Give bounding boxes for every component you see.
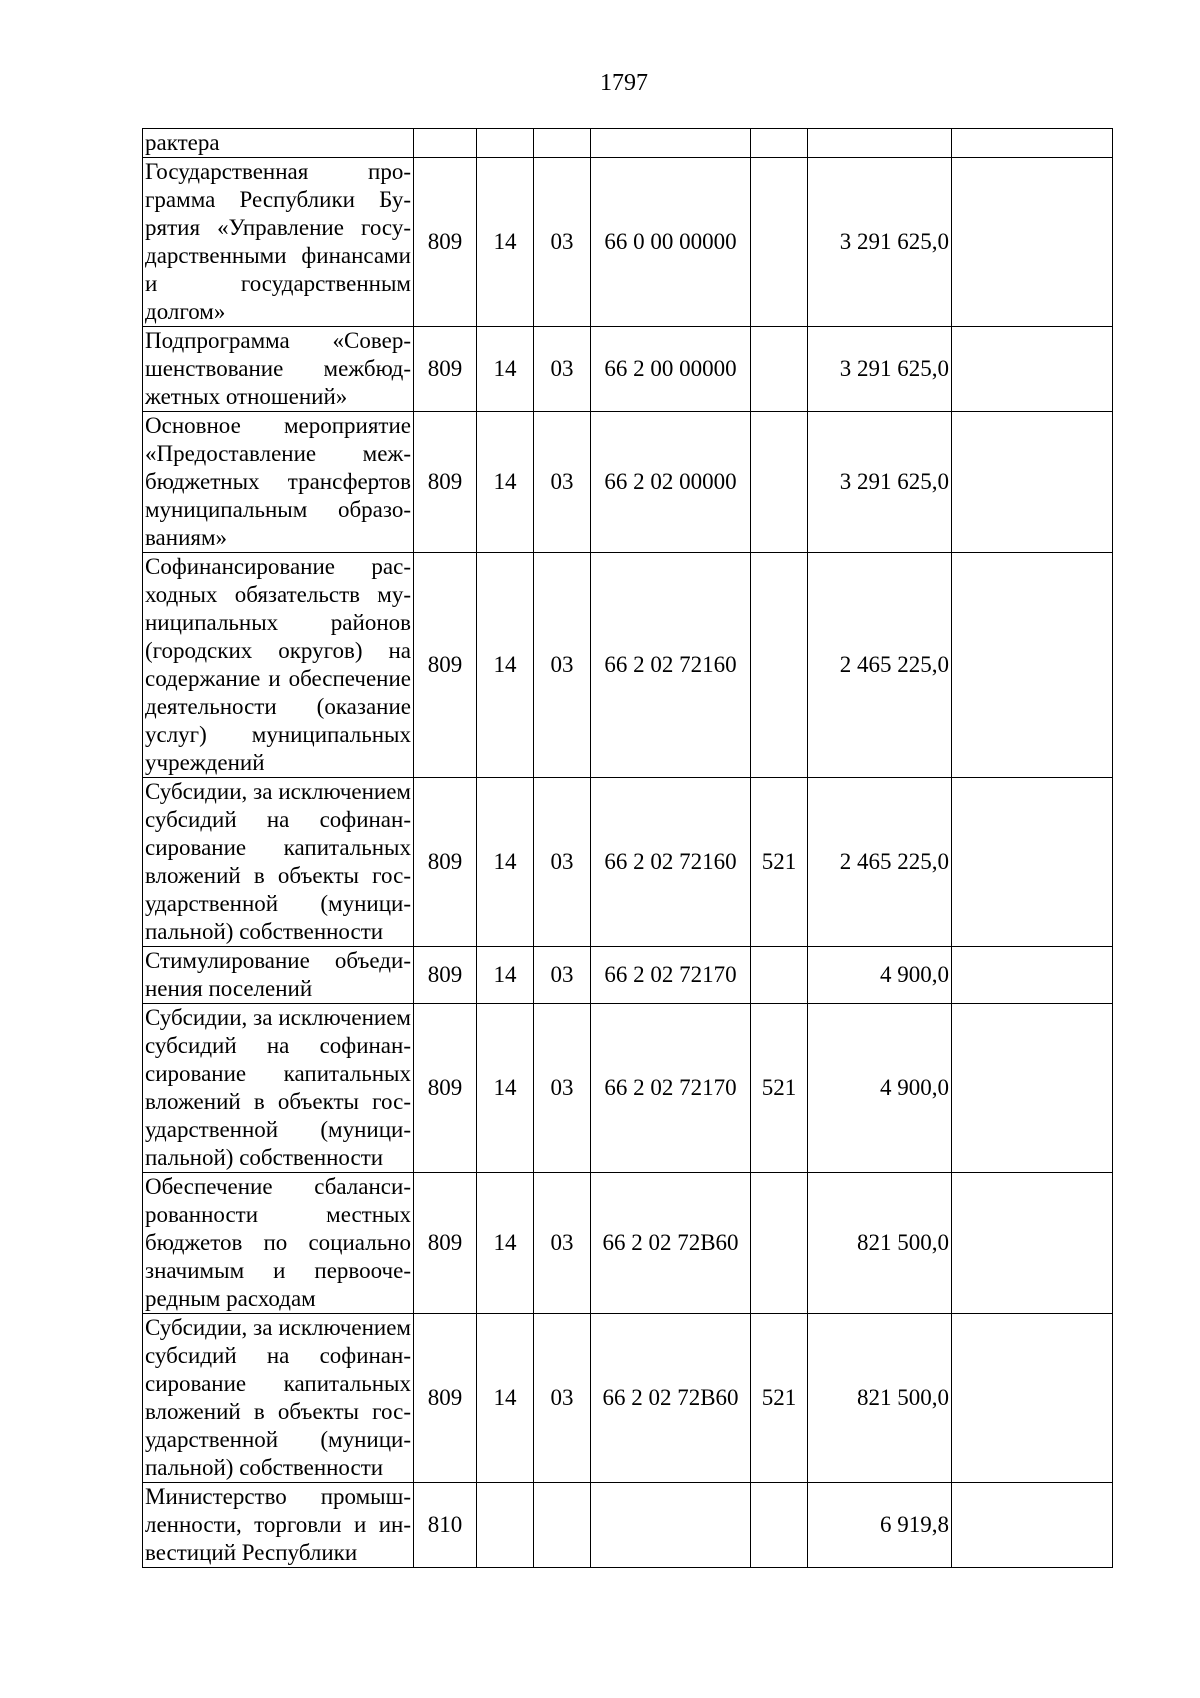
cell-pr: 03 <box>534 553 591 778</box>
cell-gr <box>414 129 477 158</box>
table-row <box>143 947 1113 1004</box>
cell-extra <box>952 158 1113 327</box>
cell-name: Субсидии, за исключением субсидий на софинансирование капитальных вложений в объекты государственной (муниципальной) собственности <box>143 1004 414 1173</box>
cell-csr: 66 2 00 00000 <box>591 327 751 412</box>
table-row <box>143 158 1113 327</box>
cell-csr <box>591 129 751 158</box>
cell-csr: 66 2 02 72170 <box>591 947 751 1004</box>
cell-vr <box>751 553 808 778</box>
table-row <box>143 1004 1113 1173</box>
cell-name: Основное мероприятие «Предоставление межбюджетных трансфертов муниципальным образованиям» <box>143 412 414 553</box>
cell-pr: 03 <box>534 1314 591 1483</box>
cell-name: рактера <box>143 129 414 158</box>
cell-name: Субсидии, за исключением субсидий на софинансирование капитальных вложений в объекты государственной (муниципальной) собственности <box>143 778 414 947</box>
cell-pr: 03 <box>534 158 591 327</box>
table-row <box>143 412 1113 553</box>
cell-csr: 66 2 02 72160 <box>591 778 751 947</box>
cell-rz <box>477 129 534 158</box>
cell-csr: 66 2 02 00000 <box>591 412 751 553</box>
cell-gr: 809 <box>414 1173 477 1314</box>
cell-name: Субсидии, за исключением субсидий на софинансирование капитальных вложений в объекты государственной (муниципальной) собственности <box>143 1314 414 1483</box>
cell-sum <box>808 129 952 158</box>
cell-extra <box>952 412 1113 553</box>
cell-extra <box>952 129 1113 158</box>
cell-pr: 03 <box>534 1004 591 1173</box>
cell-rz: 14 <box>477 1173 534 1314</box>
cell-rz: 14 <box>477 778 534 947</box>
cell-sum: 4 900,0 <box>808 1004 952 1173</box>
cell-csr <box>591 1483 751 1568</box>
cell-sum: 2 465 225,0 <box>808 553 952 778</box>
cell-gr: 810 <box>414 1483 477 1568</box>
cell-vr <box>751 1173 808 1314</box>
cell-vr <box>751 158 808 327</box>
cell-rz: 14 <box>477 947 534 1004</box>
cell-csr: 66 0 00 00000 <box>591 158 751 327</box>
page-number: 1797 <box>600 70 648 96</box>
cell-name: Подпрограмма «Совершенствование межбюджетных отношений» <box>143 327 414 412</box>
cell-gr: 809 <box>414 553 477 778</box>
cell-name: Министерство промышленности, торговли и инвестиций Республики <box>143 1483 414 1568</box>
cell-pr: 03 <box>534 412 591 553</box>
table-row <box>143 327 1113 412</box>
cell-pr: 03 <box>534 327 591 412</box>
table-row <box>143 1483 1113 1568</box>
cell-sum: 2 465 225,0 <box>808 778 952 947</box>
cell-sum: 3 291 625,0 <box>808 412 952 553</box>
cell-gr: 809 <box>414 947 477 1004</box>
cell-vr <box>751 327 808 412</box>
table-row <box>143 129 1113 158</box>
cell-rz: 14 <box>477 553 534 778</box>
cell-extra <box>952 327 1113 412</box>
cell-extra <box>952 1004 1113 1173</box>
cell-vr <box>751 947 808 1004</box>
cell-sum: 6 919,8 <box>808 1483 952 1568</box>
cell-rz: 14 <box>477 412 534 553</box>
cell-vr <box>751 412 808 553</box>
cell-vr: 521 <box>751 778 808 947</box>
cell-extra <box>952 1483 1113 1568</box>
table-row <box>143 778 1113 947</box>
cell-gr: 809 <box>414 158 477 327</box>
cell-gr: 809 <box>414 412 477 553</box>
cell-pr: 03 <box>534 1173 591 1314</box>
cell-sum: 3 291 625,0 <box>808 327 952 412</box>
cell-gr: 809 <box>414 778 477 947</box>
cell-rz: 14 <box>477 1314 534 1483</box>
cell-name: Софинансирование расходных обязательств муниципальных районов (городских округов) на содержание и обеспечение деятельности (оказание услуг) муниципальных учреждений <box>143 553 414 778</box>
cell-vr <box>751 1483 808 1568</box>
cell-vr: 521 <box>751 1004 808 1173</box>
cell-gr: 809 <box>414 327 477 412</box>
cell-sum: 821 500,0 <box>808 1314 952 1483</box>
cell-extra <box>952 1314 1113 1483</box>
cell-rz: 14 <box>477 1004 534 1173</box>
cell-rz: 14 <box>477 327 534 412</box>
budget-table <box>142 128 1113 1568</box>
cell-vr: 521 <box>751 1314 808 1483</box>
cell-name: Стимулирование объединения поселений <box>143 947 414 1004</box>
cell-name: Государственная программа Республики Бурятия «Управление государственными финансами и государственным долгом» <box>143 158 414 327</box>
cell-rz: 14 <box>477 158 534 327</box>
cell-gr: 809 <box>414 1314 477 1483</box>
cell-csr: 66 2 02 72170 <box>591 1004 751 1173</box>
cell-pr: 03 <box>534 947 591 1004</box>
cell-extra <box>952 778 1113 947</box>
cell-vr <box>751 129 808 158</box>
table-row <box>143 553 1113 778</box>
cell-name: Обеспечение сбалансированности местных бюджетов по социально значимым и первоочередным расходам <box>143 1173 414 1314</box>
cell-sum: 821 500,0 <box>808 1173 952 1314</box>
cell-pr: 03 <box>534 778 591 947</box>
cell-csr: 66 2 02 72В60 <box>591 1314 751 1483</box>
cell-extra <box>952 947 1113 1004</box>
cell-pr <box>534 129 591 158</box>
table-row <box>143 1314 1113 1483</box>
cell-csr: 66 2 02 72160 <box>591 553 751 778</box>
cell-csr: 66 2 02 72В60 <box>591 1173 751 1314</box>
cell-extra <box>952 553 1113 778</box>
cell-sum: 3 291 625,0 <box>808 158 952 327</box>
cell-gr: 809 <box>414 1004 477 1173</box>
cell-rz <box>477 1483 534 1568</box>
table-body <box>143 129 1113 1568</box>
cell-sum: 4 900,0 <box>808 947 952 1004</box>
table-row <box>143 1173 1113 1314</box>
cell-pr <box>534 1483 591 1568</box>
cell-extra <box>952 1173 1113 1314</box>
